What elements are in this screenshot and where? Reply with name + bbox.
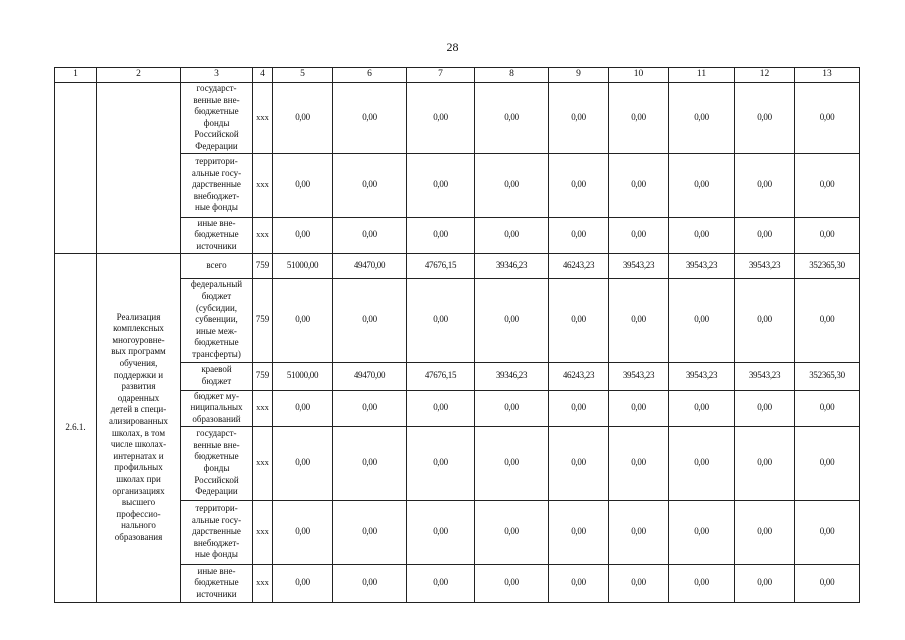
value-cell: 39543,23 [609, 362, 669, 390]
column-header: 11 [669, 68, 735, 83]
code-cell: 759 [253, 362, 273, 390]
value-cell: 0,00 [735, 564, 795, 602]
budget-table [54, 67, 860, 603]
source-cell: краевой бюджет [181, 362, 253, 390]
value-cell: 0,00 [549, 390, 609, 426]
value-cell: 51000,00 [273, 362, 333, 390]
value-cell: 0,00 [273, 153, 333, 217]
value-cell: 0,00 [609, 83, 669, 154]
source-cell: государст- венные вне- бюджетные фонды Российской Федерации [181, 426, 253, 500]
value-cell: 39543,23 [669, 362, 735, 390]
value-cell: 0,00 [609, 564, 669, 602]
value-cell: 0,00 [669, 83, 735, 154]
value-cell: 0,00 [407, 83, 475, 154]
value-cell: 0,00 [273, 426, 333, 500]
value-cell: 0,00 [407, 426, 475, 500]
column-header: 7 [407, 68, 475, 83]
value-cell: 0,00 [333, 500, 407, 564]
value-cell: 0,00 [795, 153, 860, 217]
value-cell: 0,00 [549, 426, 609, 500]
value-cell: 0,00 [669, 426, 735, 500]
value-cell: 0,00 [407, 278, 475, 362]
value-cell: 0,00 [735, 153, 795, 217]
value-cell: 39346,23 [475, 253, 549, 278]
name-cell [97, 83, 181, 254]
value-cell: 46243,23 [549, 253, 609, 278]
value-cell: 0,00 [795, 564, 860, 602]
code-cell: xxx [253, 217, 273, 253]
code-cell: xxx [253, 153, 273, 217]
value-cell: 0,00 [333, 278, 407, 362]
value-cell: 0,00 [475, 564, 549, 602]
code-cell: xxx [253, 500, 273, 564]
value-cell: 0,00 [549, 278, 609, 362]
code-cell: xxx [253, 426, 273, 500]
value-cell: 0,00 [735, 500, 795, 564]
value-cell: 0,00 [669, 217, 735, 253]
table-row [55, 253, 860, 278]
code-cell: xxx [253, 83, 273, 154]
column-header: 12 [735, 68, 795, 83]
value-cell: 39543,23 [669, 253, 735, 278]
value-cell: 0,00 [795, 500, 860, 564]
value-cell: 352365,30 [795, 253, 860, 278]
source-cell: государст- венные вне- бюджетные фонды Российской Федерации [181, 83, 253, 154]
value-cell: 0,00 [549, 500, 609, 564]
value-cell: 0,00 [475, 83, 549, 154]
value-cell: 0,00 [407, 500, 475, 564]
value-cell: 51000,00 [273, 253, 333, 278]
value-cell: 0,00 [475, 500, 549, 564]
source-cell: иные вне- бюджетные источники [181, 564, 253, 602]
value-cell: 0,00 [475, 390, 549, 426]
value-cell: 0,00 [795, 217, 860, 253]
value-cell: 46243,23 [549, 362, 609, 390]
code-cell: 759 [253, 253, 273, 278]
value-cell: 0,00 [669, 278, 735, 362]
value-cell: 0,00 [273, 278, 333, 362]
value-cell: 39543,23 [735, 362, 795, 390]
source-cell: всего [181, 253, 253, 278]
source-cell: федеральный бюджет (субсидии, субвенции, иные меж- бюджетные трансферты) [181, 278, 253, 362]
value-cell: 0,00 [475, 217, 549, 253]
column-header: 9 [549, 68, 609, 83]
value-cell: 0,00 [407, 217, 475, 253]
value-cell: 0,00 [609, 390, 669, 426]
column-header: 6 [333, 68, 407, 83]
source-cell: иные вне- бюджетные источники [181, 217, 253, 253]
column-header: 13 [795, 68, 860, 83]
value-cell: 0,00 [735, 217, 795, 253]
column-header: 1 [55, 68, 97, 83]
value-cell: 0,00 [333, 217, 407, 253]
value-cell: 0,00 [669, 500, 735, 564]
value-cell: 0,00 [735, 390, 795, 426]
page-number: 28 [446, 40, 459, 54]
value-cell: 0,00 [609, 153, 669, 217]
value-cell: 0,00 [549, 153, 609, 217]
value-cell: 39543,23 [735, 253, 795, 278]
value-cell: 49470,00 [333, 362, 407, 390]
value-cell: 0,00 [669, 564, 735, 602]
value-cell: 0,00 [333, 390, 407, 426]
value-cell: 0,00 [549, 83, 609, 154]
value-cell: 0,00 [407, 390, 475, 426]
value-cell: 0,00 [549, 564, 609, 602]
value-cell: 0,00 [735, 83, 795, 154]
value-cell: 0,00 [273, 390, 333, 426]
value-cell: 0,00 [795, 83, 860, 154]
value-cell: 47676,15 [407, 253, 475, 278]
value-cell: 0,00 [333, 153, 407, 217]
value-cell: 39543,23 [609, 253, 669, 278]
code-cell: 759 [253, 278, 273, 362]
name-cell: Реализация комплексных многоуровне- вых программ обучения, поддержки и развития одаренных детей в специ- ализированных школах, в том числе школах- интернатах и профильных школах при организациях высшего профессио- нального образования [97, 253, 181, 602]
value-cell: 0,00 [475, 153, 549, 217]
value-cell: 0,00 [273, 500, 333, 564]
source-cell: территори- альные госу- дарственные внебюджет- ные фонды [181, 153, 253, 217]
value-cell: 0,00 [735, 278, 795, 362]
column-header: 8 [475, 68, 549, 83]
value-cell: 39346,23 [475, 362, 549, 390]
value-cell: 0,00 [549, 217, 609, 253]
column-header: 3 [181, 68, 253, 83]
column-header: 4 [253, 68, 273, 83]
value-cell: 0,00 [273, 83, 333, 154]
column-header: 10 [609, 68, 669, 83]
value-cell: 0,00 [273, 217, 333, 253]
value-cell: 0,00 [669, 390, 735, 426]
value-cell: 0,00 [609, 426, 669, 500]
column-header: 5 [273, 68, 333, 83]
index-cell: 2.6.1. [55, 253, 97, 602]
index-cell [55, 83, 97, 254]
header-row [55, 68, 860, 83]
source-cell: бюджет му- ниципальных образований [181, 390, 253, 426]
value-cell: 0,00 [735, 426, 795, 500]
code-cell: xxx [253, 564, 273, 602]
value-cell: 0,00 [795, 390, 860, 426]
value-cell: 0,00 [609, 217, 669, 253]
value-cell: 47676,15 [407, 362, 475, 390]
value-cell: 0,00 [333, 564, 407, 602]
value-cell: 0,00 [333, 83, 407, 154]
table-row [55, 83, 860, 154]
value-cell: 0,00 [475, 278, 549, 362]
value-cell: 0,00 [795, 278, 860, 362]
value-cell: 0,00 [669, 153, 735, 217]
code-cell: xxx [253, 390, 273, 426]
value-cell: 0,00 [609, 500, 669, 564]
value-cell: 352365,30 [795, 362, 860, 390]
value-cell: 0,00 [407, 153, 475, 217]
value-cell: 0,00 [407, 564, 475, 602]
source-cell: территори- альные госу- дарственные внебюджет- ные фонды [181, 500, 253, 564]
column-header: 2 [97, 68, 181, 83]
value-cell: 0,00 [609, 278, 669, 362]
value-cell: 0,00 [333, 426, 407, 500]
value-cell: 0,00 [795, 426, 860, 500]
value-cell: 0,00 [475, 426, 549, 500]
value-cell: 0,00 [273, 564, 333, 602]
value-cell: 49470,00 [333, 253, 407, 278]
